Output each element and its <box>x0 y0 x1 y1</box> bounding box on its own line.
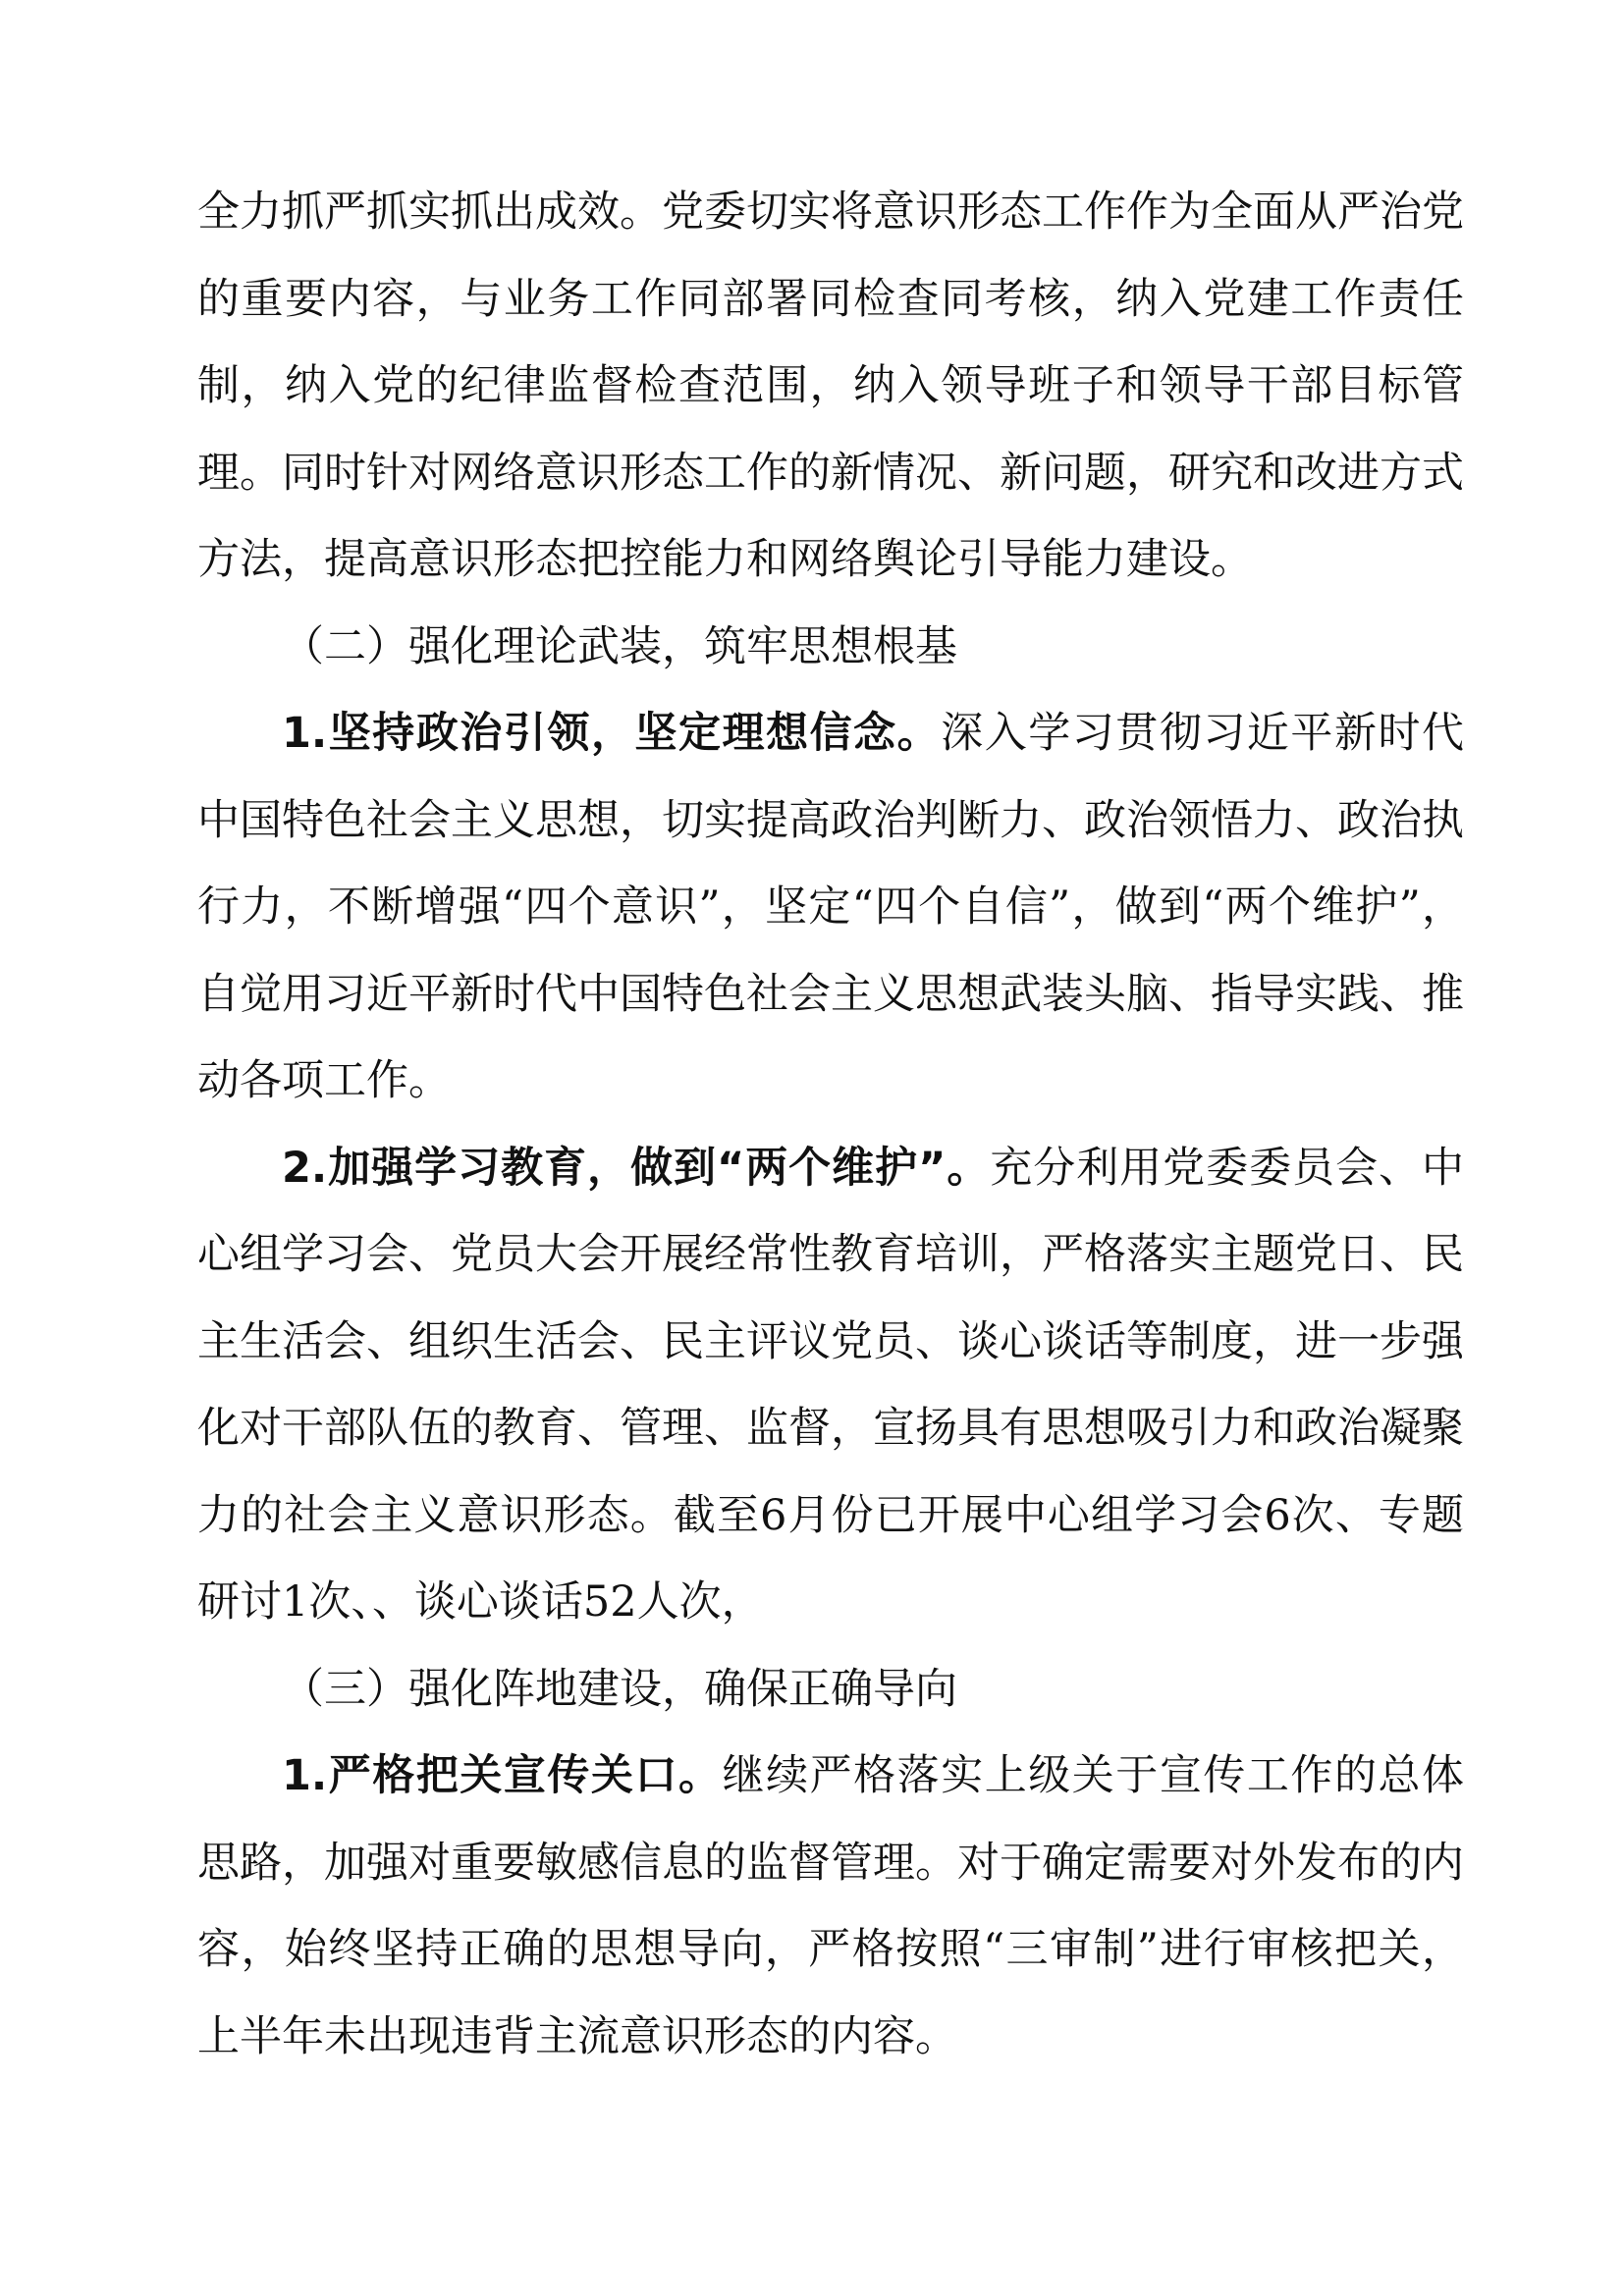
document-body <box>197 169 1464 2080</box>
section-heading-2 <box>197 604 1464 691</box>
list-item-3 <box>197 1733 1464 2080</box>
item-body: 继续严格落实上级关于宣传工作的总体思路，加强对重要敏感信息的监督管理。对于确定需要对外发布的内容，始终坚持正确的思想导向，严格按照“三审制”进行审核把关，上半年未出现违背主流意识形态的内容。 <box>197 1751 1464 2061</box>
section-heading-3 <box>197 1646 1464 1734</box>
item-lead: 1.坚持政治引领，坚定理想信念。 <box>282 709 942 758</box>
heading-text: （二）强化理论武装，筑牢思想根基 <box>282 621 957 671</box>
list-item-1 <box>197 690 1464 1125</box>
item-lead: 2.加强学习教育，做到“两个维护”。 <box>282 1143 991 1193</box>
heading-text: （三）强化阵地建设，确保正确导向 <box>282 1664 957 1714</box>
paragraph-continuation <box>197 169 1464 604</box>
item-body: 深入学习贯彻习近平新时代中国特色社会主义思想，切实提高政治判断力、政治领悟力、政治执行力，不断增强“四个意识”，坚定“四个自信”，做到“两个维护”，自觉用习近平新时代中国特色社会主义思想武装头脑、指导实践、推动各项工作。 <box>197 709 1464 1105</box>
item-lead: 1.严格把关宣传关口。 <box>282 1751 723 1800</box>
paragraph-text: 全力抓严抓实抓出成效。党委切实将意识形态工作作为全面从严治党的重要内容，与业务工作同部署同检查同考核，纳入党建工作责任制，纳入党的纪律监督检查范围，纳入领导班子和领导干部目标管理。同时针对网络意识形态工作的新情况、新问题，研究和改进方式方法，提高意识形态把控能力和网络舆论引导能力建设。 <box>197 187 1464 584</box>
list-item-2 <box>197 1125 1464 1646</box>
item-body: 充分利用党委委员会、中心组学习会、党员大会开展经常性教育培训，严格落实主题党日、民主生活会、组织生活会、民主评议党员、谈心谈话等制度，进一步强化对干部队伍的教育、管理、监督，宣扬具有思想吸引力和政治凝聚力的社会主义意识形态。截至6月份已开展中心组学习会6次、专题研讨1次、、谈心谈话52人次， <box>197 1143 1465 1627</box>
